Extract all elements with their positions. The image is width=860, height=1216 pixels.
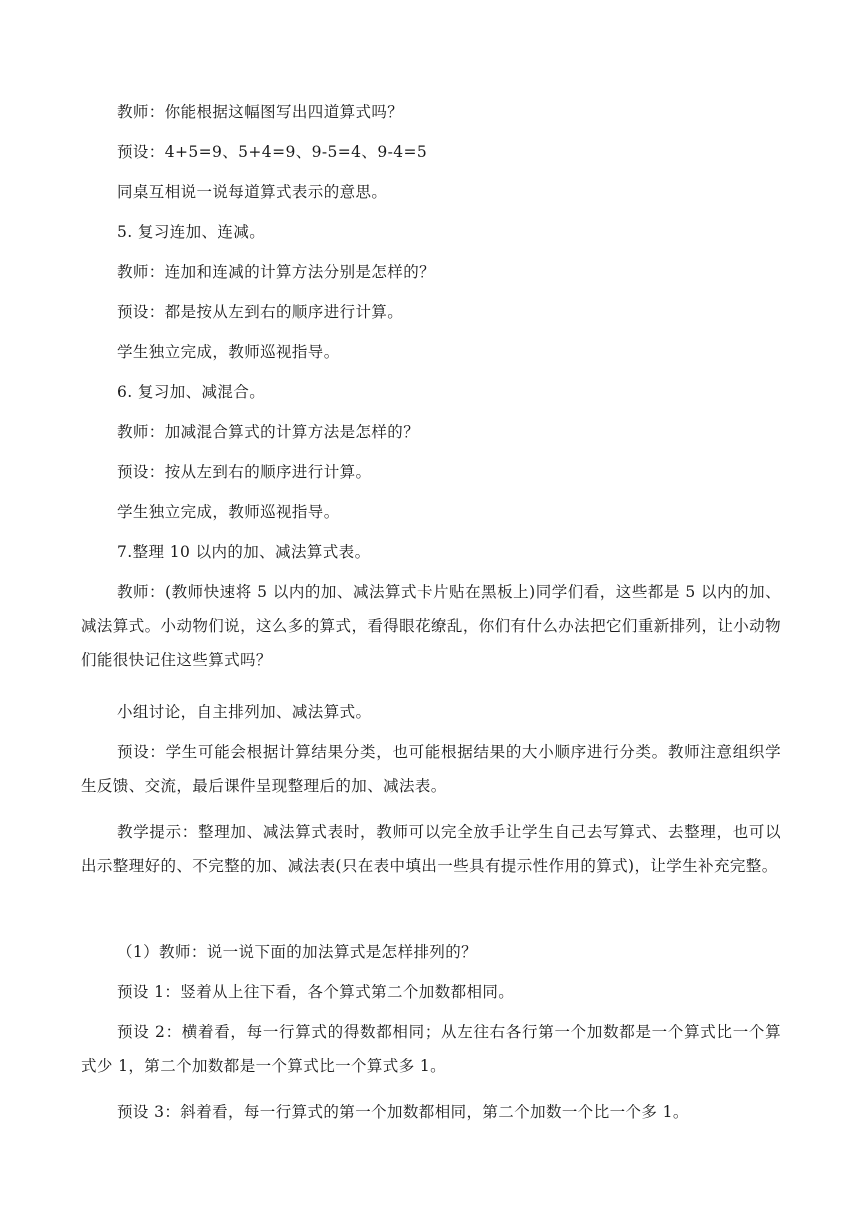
paragraph: （1）教师：说一说下面的加法算式是怎样排列的？ (117, 943, 478, 961)
paragraph: 预设 2：横着看，每一行算式的得数都相同；从左往右各行第一个加数都是一个算式比一个算式少 1，第二个加数都是一个算式比一个算式多 1。 (81, 1023, 781, 1075)
paragraph: 预设：都是按从左到右的顺序进行计算。 (117, 303, 404, 321)
paragraph: 学生独立完成，教师巡视指导。 (117, 503, 340, 521)
section-heading: 7.整理 10 以内的加、减法算式表。 (117, 543, 371, 561)
paragraph: 预设 3：斜着看，每一行算式的第一个加数都相同，第二个加数一个比一个多 1。 (117, 1103, 689, 1121)
paragraph: 教师：(教师快速将 5 以内的加、减法算式卡片贴在黑板上)同学们看，这些都是 5 以内的加、减法算式。小动物们说，这么多的算式，看得眼花缭乱，你们有什么办法把它们重新排列，让小动物们能很快记住这些算式吗？ (81, 583, 781, 669)
section-heading: 5. 复习连加、连减。 (117, 223, 266, 241)
paragraph: 教师：连加和连减的计算方法分别是怎样的？ (117, 263, 436, 281)
paragraph: 教师：你能根据这幅图写出四道算式吗？ (117, 103, 404, 121)
paragraph: 小组讨论，自主排列加、减法算式。 (117, 703, 372, 721)
paragraph: 学生独立完成，教师巡视指导。 (117, 343, 340, 361)
paragraph: 教师：加减混合算式的计算方法是怎样的？ (117, 423, 420, 441)
teaching-tip: 教学提示：整理加、减法算式表时，教师可以完全放手让学生自己去写算式、去整理，也可以出示整理好的、不完整的加、减法表(只在表中填出一些具有提示性作用的算式)，让学生补充完整。 (81, 823, 781, 875)
paragraph: 预设：按从左到右的顺序进行计算。 (117, 463, 372, 481)
section-heading: 6. 复习加、减混合。 (117, 383, 266, 401)
paragraph: 预设：4+5=9、5+4=9、9-5=4、9-4=5 (117, 143, 428, 161)
paragraph: 预设 1：竖着从上往下看，各个算式第二个加数都相同。 (117, 983, 515, 1001)
paragraph: 预设：学生可能会根据计算结果分类，也可能根据结果的大小顺序进行分类。教师注意组织学生反馈、交流，最后课件呈现整理后的加、减法表。 (81, 743, 781, 795)
paragraph: 同桌互相说一说每道算式表示的意思。 (117, 183, 388, 201)
